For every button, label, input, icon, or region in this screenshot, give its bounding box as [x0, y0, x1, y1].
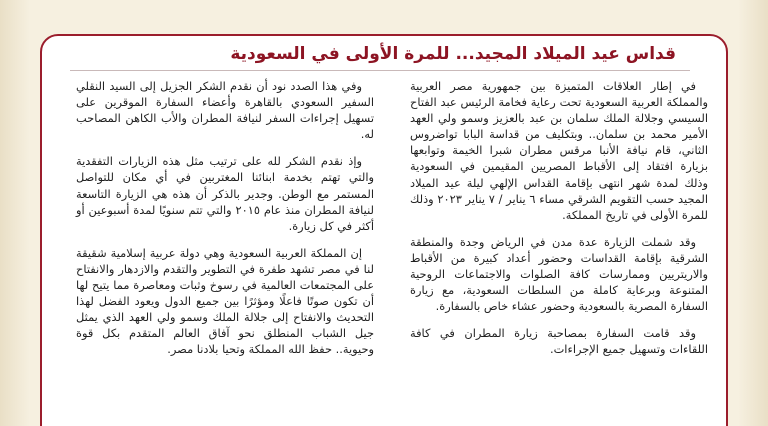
article-title: قداس عيد الميلاد المجيد... للمرة الأولى في السعودية [230, 44, 676, 64]
paragraph: وإذ نقدم الشكر لله على ترتيب مثل هذه الزيارات التفقدية والتي تهتم بخدمة ابنائنا المغتربين في أي مكان للتواصل المستمر مع الوطن. وجدير بالذكر أن هذه هي الزيارة التاسعة لنيافة المطران منذ عام ٢٠١٥ والتي تتم سنويًا لمدة أسبوعين أو أكثر في كل زيارة. [76, 154, 374, 233]
paragraph: إن المملكة العربية السعودية وهي دولة عربية إسلامية شقيقة لنا في مصر تشهد طفرة في التطوير والتقدم والازدهار والانفتاح على المجتمعات العالمية في رسوخ وثبات ومعاصرة مما يتيح لها أن تكون صوتًا فاعلًا ومؤثرًا بين جميع الدول ويعود الفضل لهذا التحديث والانفتاح إلى جلالة الملك وسمو ولي العهد الذي يمثل جيل الشباب المنطلق نحو آفاق العالم المتقدم بكل قوة وحيوية.. حفظ الله المملكة وتحيا بلادنا مصر. [76, 245, 374, 357]
article-column-right [410, 78, 708, 369]
article-column-left [76, 78, 374, 369]
paragraph: وقد شملت الزيارة عدة مدن في الرياض وجدة والمنطقة الشرقية بإقامة القداسات وحضور أعداد كبيرة من الأقباط والاريتريين وممارسات كافة الصلوات والاجتماعات الروحية المتنوعة وبرعاية كاملة من السلطات السعودية، مع زيارة السفارة المصرية بالسعودية وحضور عشاء خاص بالسفارة. [410, 234, 708, 314]
paragraph: وفي هذا الصدد نود أن نقدم الشكر الجزيل إلى السيد النقلي السفير السعودي بالقاهرة وأعضاء السفارة الموقرين على تسهيل إجراءات السفر لنيافة المطران والأب الكاهن المصاحب له. [76, 79, 374, 142]
title-divider [70, 70, 690, 71]
paragraph: في إطار العلاقات المتميزة بين جمهورية مصر العربية والمملكة العربية السعودية تحت رعاية فخامة الرئيس عبد الفتاح السيسي وجلالة الملك سلمان بن عبد بالعزيز وسمو ولي العهد الأمير محمد بن سلمان.. وبتكليف من قداسة البابا تواضروس الثاني، قام نيافة الأنبا مرقس مطران شبرا الخيمة وتوابعها بزيارة افتقاد إلى الأقباط المصريين المقيمين في السعودية وذلك لمدة شهر انتهى بإقامة القداس الإلهي ليلة عيد الميلاد المجيد حسب التقويم الشرقي مساء ٦ يناير / ٧ يناير ٢٠٢٣ وذلك للمرة الأولى في تاريخ المملكة. [410, 79, 709, 222]
paragraph: وقد قامت السفارة بمصاحبة زيارة المطران في كافة اللقاءات وتسهيل جميع الإجراءات. [410, 326, 708, 357]
